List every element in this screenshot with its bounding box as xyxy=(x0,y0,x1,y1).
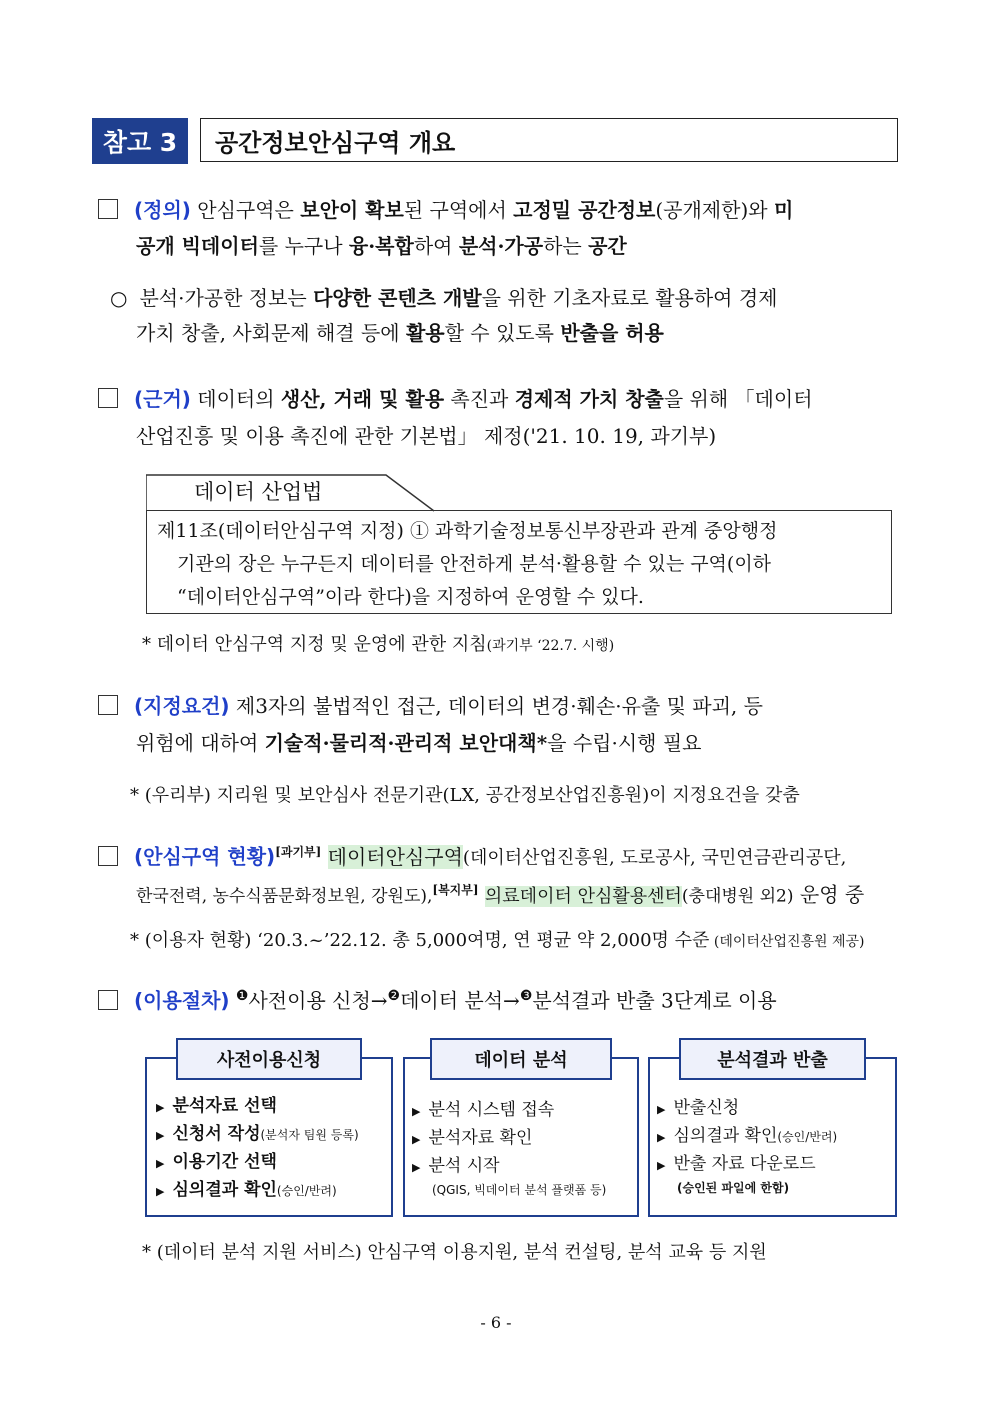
checkbox-icon xyxy=(98,695,118,715)
text: 반출 자료 다운로드 xyxy=(673,1154,816,1174)
definition-line1 xyxy=(98,192,793,228)
text: 신청서 작성 xyxy=(172,1124,261,1144)
text-bold: 분석·가공 xyxy=(458,234,544,258)
text-small: (승인/반려) xyxy=(777,1130,838,1144)
arrow-bullet-icon: ▶ xyxy=(412,1133,421,1146)
law-line: 기관의 장은 누구든지 데이터를 안전하게 분석·활용할 수 있는 구역(이하 xyxy=(177,553,772,575)
requirements-note: * (우리부) 지리원 및 보안심사 전문기관(LX, 공간정보산업진흥원)이 지정요건을 갖춤 xyxy=(130,785,800,806)
basis-note xyxy=(142,630,614,656)
step-items-3 xyxy=(657,1095,837,1196)
arrow-bullet-icon: ▶ xyxy=(156,1101,165,1114)
text: 촉진과 xyxy=(444,387,515,411)
definition-sub-line2 xyxy=(136,315,664,351)
basis-line1 xyxy=(98,381,813,417)
ministry-tag: [복지부] xyxy=(432,883,479,897)
text: 운영 중 xyxy=(793,882,865,907)
text: 안심구역은 xyxy=(197,198,301,222)
text: 분석 시작 xyxy=(428,1156,500,1176)
arrow-bullet-icon: ▶ xyxy=(657,1159,666,1172)
text-bold: 공간 xyxy=(588,234,627,258)
text-bold: 공개 빅데이터 xyxy=(136,234,259,258)
procedure-label: (이용절차) xyxy=(134,988,230,1013)
text-bold: 반출을 허용 xyxy=(560,321,664,345)
circle-bullet-icon: ○ xyxy=(110,286,128,310)
requirements-label: (지정요건) xyxy=(134,694,230,718)
highlight-text: 데이터안심구역 xyxy=(327,844,463,869)
text-bold: 생산, 거래 및 활용 xyxy=(280,387,445,411)
list-item xyxy=(657,1095,837,1123)
checkbox-icon xyxy=(98,388,118,408)
step-items-2 xyxy=(412,1097,606,1198)
requirements-line1 xyxy=(98,688,763,724)
text-bold: 경제적 가치 창출 xyxy=(514,387,664,411)
text: 분석자료 선택 xyxy=(172,1096,277,1116)
arrow-bullet-icon: ▶ xyxy=(657,1131,666,1144)
reference-tag: 참고 3 xyxy=(92,118,188,164)
text: 심의결과 확인 xyxy=(673,1126,778,1146)
status-note xyxy=(130,926,865,952)
checkbox-icon xyxy=(98,199,118,219)
list-item xyxy=(156,1121,359,1149)
ministry-tag: [과기부] xyxy=(275,845,322,859)
requirements-line2 xyxy=(136,725,701,761)
definition-label: (정의) xyxy=(134,198,191,222)
text-small: (분석자 팀원 등록) xyxy=(260,1128,359,1142)
arrow-bullet-icon: ▶ xyxy=(657,1103,666,1116)
text: (공개제한)와 xyxy=(655,198,774,222)
page-number: - 6 - xyxy=(480,1313,512,1332)
text: 가치 창출, 사회문제 해결 등에 xyxy=(136,321,406,345)
step-number-icon: ❶ xyxy=(235,988,249,1004)
text: 할 수 있도록 xyxy=(444,321,561,345)
text: 분석자료 확인 xyxy=(428,1128,533,1148)
step-number-icon: ❷ xyxy=(387,988,401,1004)
text-small: (데이터산업진흥원 제공) xyxy=(709,934,865,950)
text: 데이터의 xyxy=(197,387,281,411)
status-line2 xyxy=(136,872,864,915)
text: 제3자의 불법적인 접근, 데이터의 변경·훼손·유출 및 파괴, 등 xyxy=(235,694,763,718)
law-line: “데이터안심구역”이라 한다)을 지정하여 운영할 수 있다. xyxy=(177,586,644,608)
text-bold: 보안이 확보 xyxy=(300,198,404,222)
page-title: 공간정보안심구역 개요 xyxy=(200,118,898,162)
checkbox-icon xyxy=(98,846,118,866)
checkbox-icon xyxy=(98,990,118,1010)
step-note: (승인된 파일에 한함) xyxy=(677,1181,790,1195)
text: 이용기간 선택 xyxy=(172,1152,277,1172)
text: (데이터산업진흥원, 도로공사, 국민연금관리공단, xyxy=(462,847,847,869)
status-line1 xyxy=(98,834,846,877)
step-items-1 xyxy=(156,1093,359,1205)
text: 분석결과 반출 3단계로 이용 xyxy=(532,988,777,1013)
text: 된 구역에서 xyxy=(403,198,514,222)
text: 을 수립·시행 필요 xyxy=(547,731,702,755)
text: 위험에 대하여 xyxy=(136,731,265,755)
list-item xyxy=(156,1093,359,1121)
text-small: (과기부 ‘22.7. 시행) xyxy=(486,638,615,654)
list-item xyxy=(657,1123,837,1151)
procedure-line xyxy=(98,978,777,1019)
status-label: (안심구역 현황) xyxy=(134,844,276,869)
text: 분석 시스템 접속 xyxy=(428,1100,555,1120)
text: 한국전력, 농수식품문화정보원, 강원도), xyxy=(136,886,433,907)
text: * (이용자 현황) ‘20.3.~’22.12. 총 5,000여명, 연 평균 약 2,000명 수준 xyxy=(130,930,710,951)
text-bold: 융·복합 xyxy=(348,234,414,258)
text: 반출신청 xyxy=(673,1098,740,1118)
text: 분석·가공한 정보는 xyxy=(139,286,314,310)
text: 심의결과 확인 xyxy=(172,1180,277,1200)
text-bold: 고정밀 공간정보 xyxy=(513,198,656,222)
law-line: 제11조(데이터안심구역 지정) ① 과학기술정보통신부장관과 관계 중앙행정 xyxy=(157,520,778,542)
list-item xyxy=(657,1151,837,1179)
arrow-bullet-icon: ▶ xyxy=(156,1185,165,1198)
step-note: (QGIS, 빅데이터 분석 플랫폼 등) xyxy=(432,1183,607,1197)
text: * 데이터 안심구역 지정 및 운영에 관한 지침 xyxy=(142,634,487,655)
text: 을 위해 「데이터 xyxy=(663,387,813,411)
definition-line2 xyxy=(136,228,627,264)
law-tab-title: 데이터 산업법 xyxy=(194,480,323,504)
text-bold: 기술적·물리적·관리적 보안대책* xyxy=(264,731,548,755)
text-bold: 다양한 콘텐츠 개발 xyxy=(313,286,482,310)
text: 하는 xyxy=(543,234,589,258)
text: (충대병원 외2) xyxy=(681,886,794,907)
arrow-bullet-icon: ▶ xyxy=(156,1129,165,1142)
law-article-box xyxy=(146,510,892,614)
step-title-2: 데이터 분석 xyxy=(430,1038,612,1080)
arrow-bullet-icon: ▶ xyxy=(156,1157,165,1170)
highlight-text: 의료데이터 안심활용센터 xyxy=(484,885,682,907)
text: 하여 xyxy=(413,234,459,258)
list-item xyxy=(412,1097,606,1125)
list-item xyxy=(156,1177,359,1205)
basis-label: (근거) xyxy=(134,387,191,411)
text-small: (승인/반려) xyxy=(276,1184,337,1198)
procedure-note: * (데이터 분석 지원 서비스) 안심구역 이용지원, 분석 컨설팅, 분석 교육 등 지원 xyxy=(142,1242,767,1263)
step-title-1: 사전이용신청 xyxy=(176,1038,362,1080)
text: 를 누구나 xyxy=(258,234,349,258)
arrow-bullet-icon: ▶ xyxy=(412,1161,421,1174)
text: 데이터 분석→ xyxy=(400,988,520,1013)
basis-line2: 산업진흥 및 이용 촉진에 관한 기본법」 제정('21. 10. 19, 과기부) xyxy=(136,424,717,448)
list-item xyxy=(156,1149,359,1177)
step-number-icon: ❸ xyxy=(519,988,533,1004)
list-item xyxy=(412,1153,606,1181)
definition-sub-line1 xyxy=(110,280,778,316)
step-title-3: 분석결과 반출 xyxy=(679,1038,866,1080)
text: 사전이용 신청→ xyxy=(248,988,388,1013)
text-bold: 미 xyxy=(773,198,794,222)
text: 을 위한 기초자료로 활용하여 경제 xyxy=(481,286,778,310)
arrow-bullet-icon: ▶ xyxy=(412,1105,421,1118)
text-bold: 활용 xyxy=(405,321,445,345)
list-item xyxy=(412,1125,606,1153)
